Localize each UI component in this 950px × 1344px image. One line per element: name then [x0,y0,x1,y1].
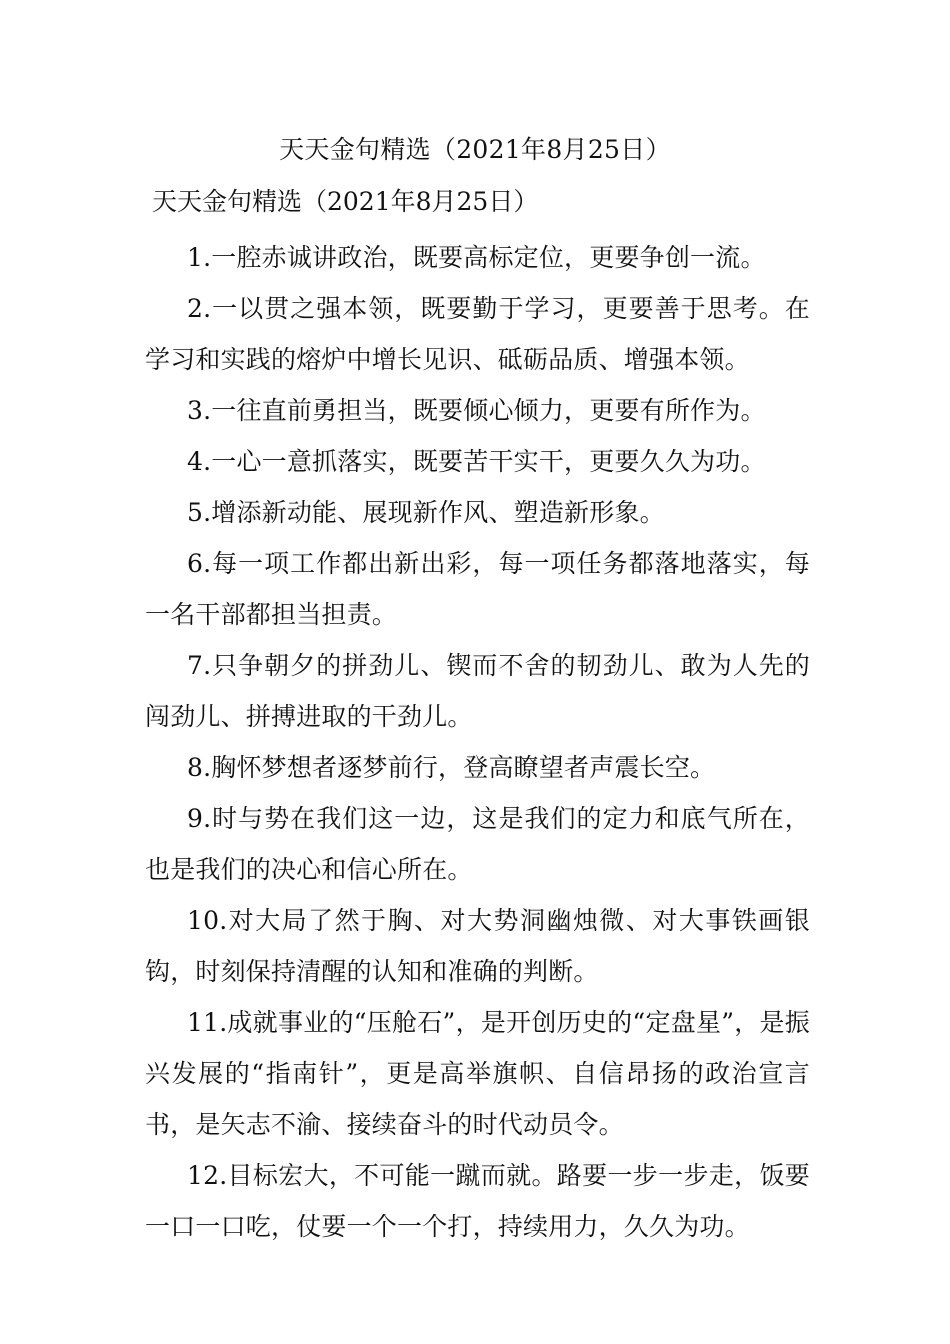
document-title: 天天金句精选（2021年8月25日） [279,135,671,164]
paragraph-12: 12.目标宏大，不可能一蹴而就。路要一步一步走，饭要一口一口吃，仗要一个一个打，持续用力，久久为功。 [145,1161,810,1241]
paragraph-7: 7.只争朝夕的拼劲儿、锲而不舍的韧劲儿、敢为人先的闯劲儿、拼搏进取的干劲儿。 [145,651,810,731]
paragraph-6: 6.每一项工作都出新出彩，每一项任务都落地落实，每一名干部都担当担责。 [145,549,810,629]
paragraph-10: 10.对大局了然于胸、对大势洞幽烛微、对大事铁画银钩，时刻保持清醒的认知和准确的判断。 [145,906,810,986]
paragraph-11: 11.成就事业的“压舱石”，是开创历史的“定盘星”，是振兴发展的“指南针”，更是高举旗帜、自信昂扬的政治宣言书，是矢志不渝、接续奋斗的时代动员令。 [145,1008,810,1139]
paragraph-3: 3.一往直前勇担当，既要倾心倾力，更要有所作为。 [187,396,766,425]
paragraph-4: 4.一心一意抓落实，既要苦干实干，更要久久为功。 [187,447,766,476]
paragraph-5: 5.增添新动能、展现新作风、塑造新形象。 [187,498,665,527]
document-subtitle: 天天金句精选（2021年8月25日） [152,187,539,216]
document-body [145,232,810,1252]
paragraph-9: 9.时与势在我们这一边，这是我们的定力和底气所在，也是我们的决心和信心所在。 [145,804,810,884]
paragraph-2: 2.一以贯之强本领，既要勤于学习，更要善于思考。在学习和实践的熔炉中增长见识、砥砺品质、增强本领。 [145,294,810,374]
paragraph-8: 8.胸怀梦想者逐梦前行，登高瞭望者声震长空。 [187,753,716,782]
paragraph-1: 1.一腔赤诚讲政治，既要高标定位，更要争创一流。 [187,243,766,272]
